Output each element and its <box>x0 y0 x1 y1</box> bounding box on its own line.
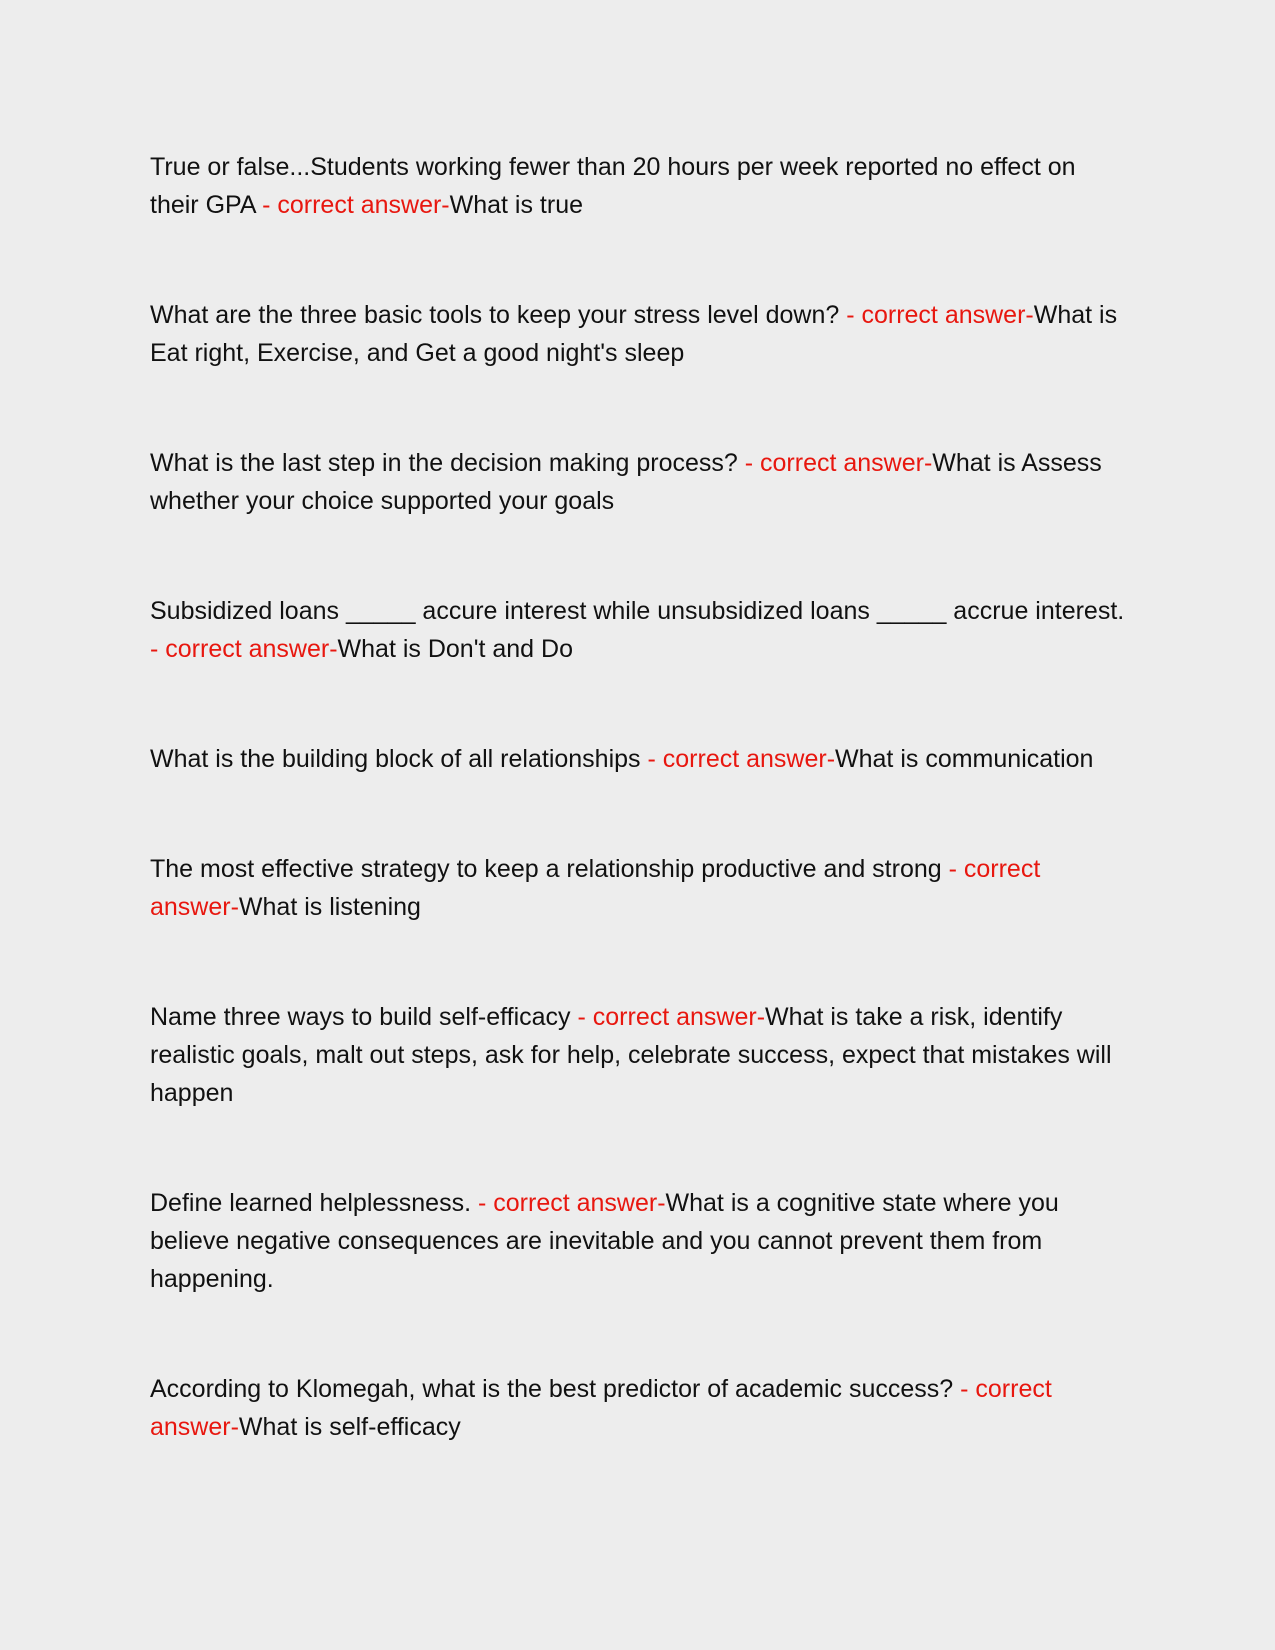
qa-item-2 <box>150 296 1130 372</box>
question-text: The most effective strategy to keep a relationship productive and strong <box>150 855 942 883</box>
qa-item-1 <box>150 148 1130 224</box>
correct-answer-separator: - correct answer- <box>150 635 338 663</box>
correct-answer-separator: - correct answer- <box>150 855 1041 921</box>
qa-item-4 <box>150 592 1130 668</box>
answer-text: What is listening <box>238 893 421 921</box>
answer-text: What is self-efficacy <box>238 1413 461 1441</box>
correct-answer-separator: - correct answer- <box>640 745 836 773</box>
answer-text: What is communication <box>835 745 1094 773</box>
correct-answer-separator: - correct answer- <box>255 191 450 219</box>
answer-text: What is take a risk, identify realistic goals, malt out steps, ask for help, celebrate success, expect that mistakes will happen <box>150 1003 1112 1107</box>
answer-text: What is Don't and Do <box>337 635 573 663</box>
qa-item-6 <box>150 850 1130 926</box>
correct-answer-separator: - correct answer- <box>150 1375 1052 1441</box>
correct-answer-separator: - correct answer- <box>839 301 1034 329</box>
correct-answer-separator: - correct answer- <box>471 1189 666 1217</box>
qa-item-9 <box>150 1370 1130 1446</box>
question-text: True or false...Students working fewer than 20 hours per week reported no effect on their GPA <box>150 153 1076 219</box>
answer-text: What is Eat right, Exercise, and Get a good night's sleep <box>150 301 1118 367</box>
question-text: Name three ways to build self-efficacy <box>150 1003 571 1031</box>
qa-item-3 <box>150 444 1130 520</box>
correct-answer-separator: - correct answer- <box>570 1003 766 1031</box>
question-text: Define learned helplessness. <box>150 1189 472 1217</box>
answer-text: What is Assess whether your choice supported your goals <box>150 449 1102 515</box>
answer-text: What is a cognitive state where you believe negative consequences are inevitable and you cannot prevent them from happening. <box>150 1189 1059 1293</box>
correct-answer-separator: - correct answer- <box>737 449 933 477</box>
flashcard-document <box>150 148 1130 1518</box>
question-text: What are the three basic tools to keep your stress level down? <box>150 301 840 329</box>
qa-item-7 <box>150 998 1130 1112</box>
question-text: Subsidized loans _____ accure interest while unsubsidized loans _____ accrue interest. <box>150 597 1125 625</box>
qa-item-8 <box>150 1184 1130 1298</box>
question-text: According to Klomegah, what is the best predictor of academic success? <box>150 1375 954 1403</box>
question-text: What is the last step in the decision making process? <box>150 449 738 477</box>
qa-item-5 <box>150 740 1130 778</box>
question-text: What is the building block of all relationships <box>150 745 641 773</box>
answer-text: What is true <box>449 191 583 219</box>
